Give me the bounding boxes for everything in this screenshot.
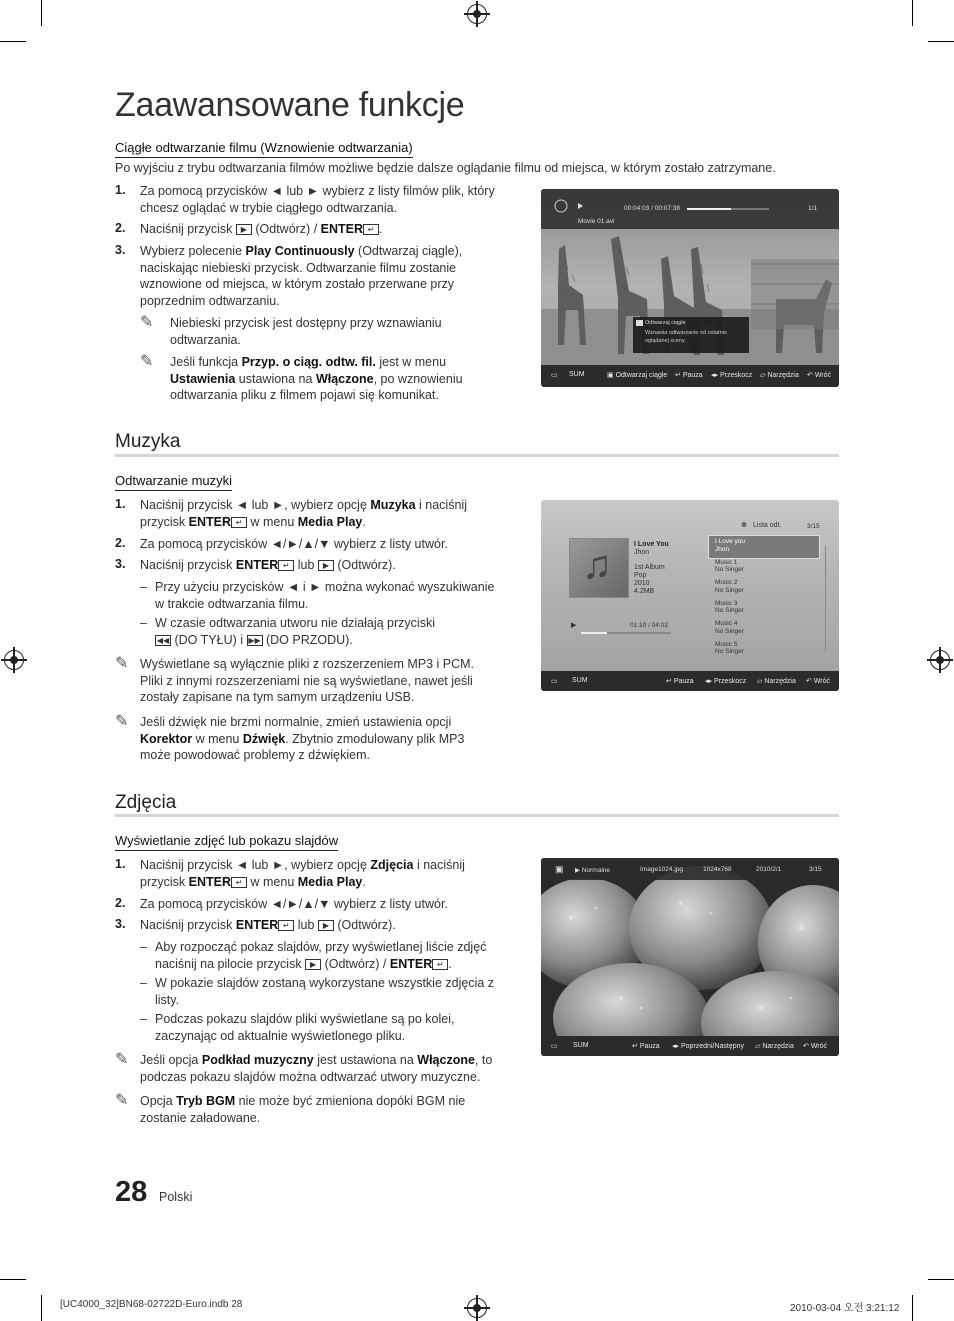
- playlist-icon: ❁: [741, 522, 747, 529]
- page-number: 28: [115, 1176, 148, 1208]
- section-title-photos: Zdjęcia: [115, 792, 177, 813]
- enter-icon: ↵: [231, 877, 247, 888]
- pause-button[interactable]: ↵ Pauza: [666, 678, 694, 685]
- crop-mark: [912, 1295, 913, 1321]
- track-title: I Love you: [715, 538, 745, 545]
- resume-note2: Jeśli funkcja Przyp. o ciąg. odtw. fil. jest w menu Ustawienia ustawiona na Włączone, po wznowieniu odtwarzania pliku z filmem pojawi się komunikat.: [170, 355, 463, 402]
- registration-mark-icon: [930, 650, 950, 670]
- photo-viewer-screenshot: [541, 858, 839, 1056]
- playlist-label: Lista odt.: [753, 522, 782, 529]
- sum-label: SUM: [569, 371, 585, 378]
- note-icon: ✎: [140, 353, 154, 370]
- track-artist: No Singer: [715, 607, 744, 615]
- section-divider: [115, 454, 839, 457]
- playlist-count: 3/15: [807, 523, 820, 530]
- usb-icon: ▭: [551, 678, 558, 685]
- photo-controls-bar: [541, 1036, 839, 1056]
- photos-note1: Jeśli opcja Podkład muzyczny jest ustawiona na Włączone, to podczas pokazu slajdów można odtwarzać utwory muzyczne.: [140, 1053, 493, 1084]
- music-note-icon: ♫: [582, 543, 612, 587]
- step-number: 3.: [115, 557, 126, 571]
- track-item[interactable]: [715, 579, 745, 600]
- step-number: 2.: [115, 221, 126, 235]
- page-language: Polski: [159, 1190, 193, 1204]
- track-item[interactable]: [715, 559, 745, 580]
- scrollbar[interactable]: [825, 546, 826, 651]
- popup-text: oglądanej sceny.: [645, 338, 686, 344]
- song-size: 4.2MB: [634, 588, 655, 595]
- play-button-icon: ▶: [305, 959, 321, 970]
- music-step2: Za pomocą przycisków ◄/►/▲/▼ wybierz z listy utwór.: [140, 537, 448, 551]
- popup-text: Wznawia odtwarzanie od ostatnio: [645, 330, 727, 336]
- album-art: [569, 538, 629, 598]
- song-album: 1st Album: [634, 564, 665, 571]
- blue-d-button[interactable]: ▣ Odtwarzaj ciągle: [607, 372, 668, 379]
- photo-filename: Image1024.jpg: [640, 866, 684, 873]
- enter-icon: ↵: [278, 560, 294, 571]
- section-divider: [115, 814, 839, 817]
- track-title: Music 5: [715, 640, 738, 648]
- step-number: 3.: [115, 243, 126, 257]
- track-title: Music 1: [715, 558, 738, 566]
- note-icon: ✎: [140, 314, 154, 331]
- note-icon: ✎: [115, 655, 129, 672]
- registration-mark-icon: [467, 1298, 487, 1318]
- music-step3: Naciśnij przycisk ENTER ↵ lub ▶ (Odtwórz).: [140, 558, 396, 572]
- usb-icon: ▭: [551, 1043, 558, 1050]
- step-number: 1.: [115, 183, 126, 197]
- song-title: I Love You: [634, 541, 669, 548]
- track-artist: Jhon: [715, 545, 730, 553]
- photos-step3: Naciśnij przycisk ENTER ↵ lub ▶ (Odtwórz).: [140, 918, 396, 932]
- track-title: Music 2: [715, 579, 738, 587]
- song-time: 01:10 / 04:02: [630, 622, 668, 629]
- print-footer-left: [UC4000_32]BN68-02722D-Euro.indb 28: [60, 1299, 243, 1310]
- enter-icon: ↵: [363, 224, 379, 235]
- skip-button[interactable]: ◂▸ Przeskocz: [705, 678, 747, 685]
- resume-intro: Po wyjściu z trybu odtwarzania filmów możliwe będzie dalsze oglądanie filmu od miejsca, w którym zostało zatrzymane.: [115, 161, 776, 175]
- track-list: [715, 538, 745, 662]
- pause-button[interactable]: ↵ Pauza: [675, 372, 703, 379]
- music-note2: Jeśli dźwięk nie brzmi normalnie, zmień ustawienia opcji Korektor w menu Dźwięk. Zbytnio zmodulowany plik MP3 może powodować problemy z dźwiękiem.: [140, 715, 465, 762]
- step-number: 2.: [115, 896, 126, 910]
- crop-mark: [41, 1295, 42, 1321]
- song-year: 2010: [634, 580, 650, 587]
- registration-mark-icon: [4, 650, 24, 670]
- return-button[interactable]: ↶ Wróć: [807, 372, 832, 379]
- play-button-icon: ▶: [236, 224, 252, 235]
- photo-count: 3/15: [809, 866, 822, 873]
- sum-label: SUM: [572, 677, 588, 684]
- photo-icon: ▣: [555, 864, 564, 874]
- return-button[interactable]: ↶ Wróć: [803, 1043, 828, 1050]
- photos-detail3: Podczas pokazu slajdów pliki wyświetlane są po kolei, zaczynając od aktualnie wyświetlonego pliku.: [155, 1012, 455, 1043]
- movie-file: Movie 01.avi: [578, 218, 615, 225]
- skip-button[interactable]: ◂▸ Przeskocz: [711, 372, 753, 379]
- resume-step1: Za pomocą przycisków ◄ lub ► wybierz z listy filmów plik, który chcesz oglądać w trybie ciągłego odtwarzania.: [140, 184, 495, 215]
- rewind-icon: ◀◀: [156, 635, 170, 645]
- movie-time: 00:04:03 / 00:07:38: [624, 205, 681, 212]
- step-number: 3.: [115, 917, 126, 931]
- photos-detail1: Aby rozpocząć pokaz slajdów, przy wyświetlanej liście zdjęć naciśnij na pilocie przycisk ▶ (Odtwórz) / ENTER ↵ .: [155, 940, 487, 971]
- resume-step3: Wybierz polecenie Play Continuously (Odtwarzaj ciągle), naciskając niebieski przycisk. Odtwarzanie filmu zostanie wznowione od miejsca, w którym zostało przerwane przy poprzednim odtwarzaniu.: [140, 244, 463, 308]
- return-button[interactable]: ↶ Wróć: [806, 678, 831, 685]
- slideshow-mode: ▶ Normalne: [575, 867, 610, 874]
- enter-icon: ↵: [231, 517, 247, 528]
- step-number: 2.: [115, 536, 126, 550]
- enter-icon: ↵: [278, 920, 294, 931]
- photo-date: 2010/2/1: [756, 866, 782, 873]
- note-icon: ✎: [115, 713, 129, 730]
- print-footer-right: 2010-03-04 오전 3:21:12: [790, 1303, 900, 1314]
- music-detail2: W czasie odtwarzania utworu nie działają przyciski ◀◀ (DO TYŁU) i ▶▶ (DO PRZODU).: [155, 616, 435, 647]
- play-button-icon: ▶: [318, 920, 334, 931]
- resume-note1: Niebieski przycisk jest dostępny przy wznawianiu odtwarzania.: [170, 316, 442, 347]
- play-icon: ▶: [571, 622, 577, 629]
- music-step1: Naciśnij przycisk ◄ lub ►, wybierz opcję Muzyka i naciśnij przycisk ENTER ↵ w menu Media Play.: [140, 498, 467, 529]
- track-title: Music 3: [715, 599, 738, 607]
- play-button-icon: ▶: [318, 560, 334, 571]
- photos-step1: Naciśnij przycisk ◄ lub ►, wybierz opcję Zdjęcia i naciśnij przycisk ENTER ↵ w menu Media Play.: [140, 858, 465, 889]
- music-controls-bar: [541, 671, 839, 691]
- popup-title: Odtwarzaj ciągle: [645, 320, 686, 326]
- crop-mark: [41, 0, 42, 26]
- enter-icon: ↵: [432, 959, 448, 970]
- step-number: 1.: [115, 857, 126, 871]
- progress-track: [581, 632, 671, 634]
- progress-fill: [581, 632, 607, 634]
- note-icon: ✎: [115, 1092, 129, 1109]
- crop-mark: [928, 1279, 954, 1280]
- resume-step2: Naciśnij przycisk ▶ (Odtwórz) / ENTER ↵ .: [140, 222, 383, 236]
- fast-forward-icon: ▶▶: [248, 635, 261, 645]
- crop-mark: [0, 1279, 26, 1280]
- step-number: 1.: [115, 497, 126, 511]
- track-item[interactable]: [715, 600, 745, 621]
- track-item[interactable]: [715, 641, 745, 662]
- movie-controls-bar: [541, 365, 839, 387]
- crop-mark: [0, 41, 26, 42]
- tools-button[interactable]: ▱ Narzędzia: [760, 372, 799, 379]
- photos-detail2: W pokazie slajdów zostaną wykorzystane wszystkie zdjęcia z listy.: [155, 976, 495, 1007]
- song-artist: Jhon: [634, 549, 650, 556]
- music-player-screenshot: [541, 500, 839, 691]
- usb-icon: ▭: [551, 372, 558, 379]
- photo-resolution: 1024x768: [703, 866, 732, 873]
- track-artist: No Singer: [715, 648, 744, 656]
- song-genre: Pop: [634, 572, 647, 579]
- music-note1: Wyświetlane są wyłącznie pliki z rozszerzeniem MP3 i PCM. Pliki z innymi rozszerzeniami nie są wyświetlane, nawet jeśli zostały zapisane na tym samym urządzeniu USB.: [140, 657, 475, 704]
- track-artist: No Singer: [715, 627, 744, 635]
- track-item[interactable]: [715, 538, 745, 559]
- section-title-music: Muzyka: [115, 431, 181, 452]
- registration-mark-icon: [467, 4, 487, 24]
- track-title: Music 4: [715, 620, 738, 628]
- track-item[interactable]: [715, 620, 745, 641]
- sum-label: SUM: [573, 1042, 589, 1049]
- movie-player-screenshot: [541, 189, 839, 387]
- note-icon: ✎: [115, 1051, 129, 1068]
- crop-mark: [912, 0, 913, 26]
- tools-button[interactable]: ▱ Narzędzia: [755, 1043, 794, 1050]
- photos-step2: Za pomocą przycisków ◄/►/▲/▼ wybierz z listy utwór.: [140, 897, 448, 911]
- crop-mark: [928, 41, 954, 42]
- music-heading: Odtwarzanie muzyki: [115, 473, 232, 491]
- photos-note2: Opcja Tryb BGM nie może być zmieniona dopóki BGM nie zostanie załadowane.: [140, 1094, 466, 1125]
- pause-button[interactable]: ↵ Pauza: [632, 1043, 660, 1050]
- photos-heading: Wyświetlanie zdjęć lub pokazu slajdów: [115, 833, 338, 851]
- music-detail1: Przy użyciu przycisków ◄ i ► można wykonać wyszukiwanie w trakcie odtwarzania filmu.: [155, 580, 495, 611]
- apples-image: [541, 858, 839, 1056]
- tools-button[interactable]: ▱ Narzędzia: [757, 678, 796, 685]
- page-title: Zaawansowane funkcje: [115, 86, 465, 124]
- track-artist: No Singer: [715, 586, 744, 594]
- track-artist: No Singer: [715, 566, 744, 574]
- resume-heading: Ciągłe odtwarzanie filmu (Wznowienie odtwarzania): [115, 140, 413, 158]
- movie-count: 1/1: [808, 205, 818, 212]
- prev-next-button[interactable]: ◂▸ Poprzedni/Następny: [672, 1043, 745, 1050]
